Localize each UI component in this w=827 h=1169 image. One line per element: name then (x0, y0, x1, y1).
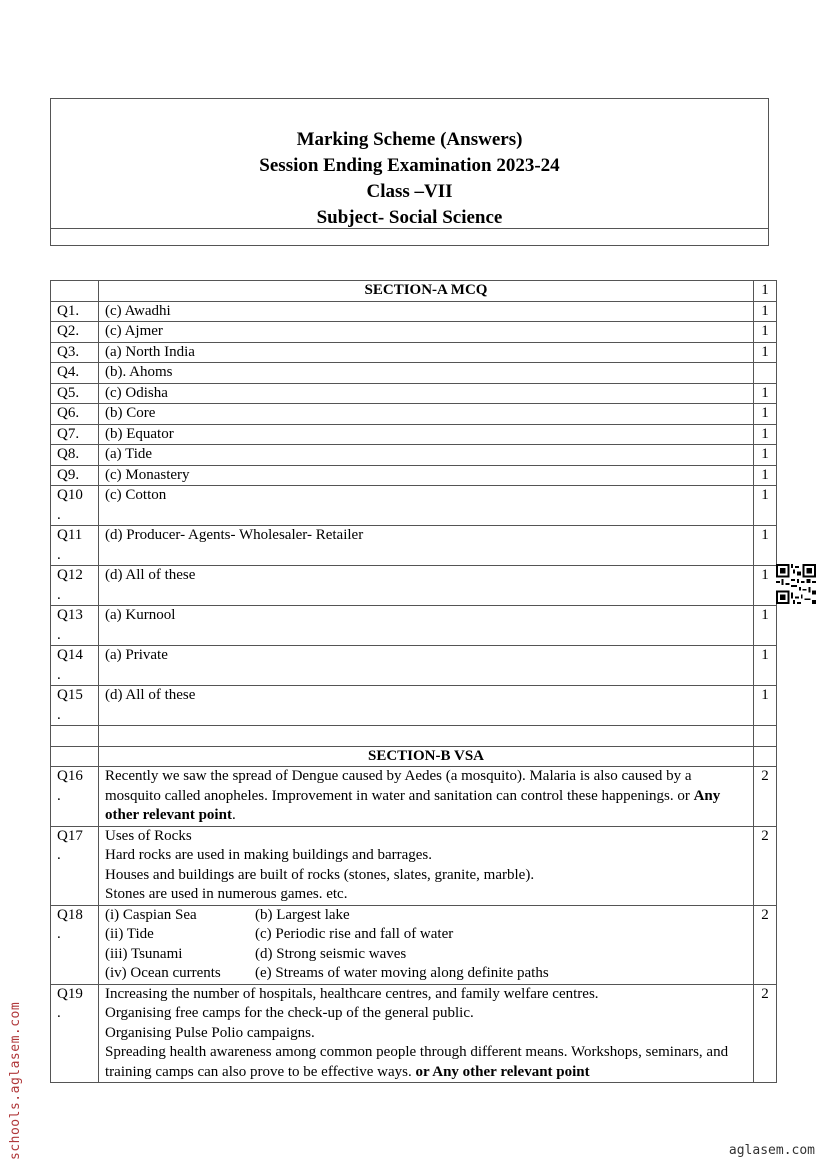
marks: 1 (754, 686, 777, 726)
table-row (51, 301, 777, 322)
title-subject: Subject- Social Science (316, 207, 503, 228)
question-number: Q13 . (51, 606, 99, 646)
section-a-marks: 1 (754, 281, 777, 302)
table-row (51, 342, 777, 363)
marks: 1 (754, 424, 777, 445)
footer-watermark: aglasem.com (728, 1143, 815, 1158)
blank-row (51, 726, 777, 747)
marks: 1 (754, 342, 777, 363)
answer-line: Increasing the number of hospitals, healthcare centres, and family welfare centres. (105, 985, 599, 1002)
marks: 1 (754, 486, 777, 526)
marks: 1 (754, 445, 777, 466)
question-number: Q5. (51, 383, 99, 404)
answer-text: (c) Ajmer (99, 322, 754, 343)
marks: 1 (754, 646, 777, 686)
answer-bold-note: or Any other relevant point (415, 1063, 590, 1080)
match-right: (d) Strong seismic waves (255, 945, 407, 962)
table-row (51, 826, 777, 905)
answer-text: (a) North India (99, 342, 754, 363)
question-number: Q8. (51, 445, 99, 466)
question-number: Q17 . (51, 826, 99, 905)
answer-line: Organising Pulse Polio campaigns. (105, 1024, 315, 1041)
answer-text: (c) Awadhi (99, 301, 754, 322)
answer-line: Hard rocks are used in making buildings and barrages. (105, 847, 432, 863)
table-row (51, 465, 777, 486)
question-number: Q11 . (51, 526, 99, 566)
question-number: Q2. (51, 322, 99, 343)
answer-text (99, 905, 754, 984)
answer-text: (a) Private (99, 646, 754, 686)
table-row (51, 383, 777, 404)
section-b-header-row (51, 746, 777, 767)
answer-text: (b) Equator (99, 424, 754, 445)
match-left: (iii) Tsunami (105, 945, 183, 962)
table-row (51, 686, 777, 726)
question-number: Q12 . (51, 566, 99, 606)
question-number: Q19 . (51, 984, 99, 1083)
answer-text (99, 984, 754, 1083)
question-number: Q7. (51, 424, 99, 445)
question-number: Q6. (51, 404, 99, 425)
marks: 1 (754, 404, 777, 425)
match-pairs (105, 906, 747, 984)
marks: 1 (754, 322, 777, 343)
marks: 2 (754, 826, 777, 905)
answer-text: (a) Kurnool (99, 606, 754, 646)
table-row (51, 526, 777, 566)
question-number: Q18 . (51, 905, 99, 984)
answer-table (50, 280, 777, 1083)
table-row (51, 424, 777, 445)
match-left: (i) Caspian Sea (105, 906, 197, 923)
question-number: Q10 . (51, 486, 99, 526)
question-number: Q3. (51, 342, 99, 363)
side-watermark: schools.aglasem.com (8, 1001, 23, 1160)
match-left: (ii) Tide (105, 926, 154, 942)
title-marking-scheme: Marking Scheme (Answers) (296, 129, 523, 150)
table-row (51, 905, 777, 984)
answer-text: (b). Ahoms (99, 363, 754, 384)
answer-text: (a) Tide (99, 445, 754, 466)
marks: 1 (754, 606, 777, 646)
match-left: (iv) Ocean currents (105, 965, 221, 981)
answer-text: (c) Monastery (99, 465, 754, 486)
answer-text: (d) All of these (99, 566, 754, 606)
table-row (51, 322, 777, 343)
table-row (51, 646, 777, 686)
answer-text (99, 826, 754, 905)
answer-line: Stones are used in numerous games. etc. (105, 886, 348, 902)
answer-text: (d) Producer- Agents- Wholesaler- Retailer (99, 526, 754, 566)
answer-text: (b) Core (99, 404, 754, 425)
marks (754, 363, 777, 384)
table-row (51, 404, 777, 425)
match-right: (c) Periodic rise and fall of water (255, 926, 454, 942)
qr-code-icon (776, 564, 816, 604)
answer-body: Spreading health awareness among common people through different means. Workshops, seminars, and training camps can also prove to be effective ways. (105, 1044, 729, 1080)
empty-cell (754, 746, 777, 767)
match-right: (b) Largest lake (255, 906, 350, 923)
question-number: Q9. (51, 465, 99, 486)
title-class: Class –VII (366, 181, 453, 202)
section-b-title: SECTION-B VSA (99, 746, 754, 767)
answer-bold-note: Any other relevant point (105, 787, 721, 823)
answer-text: (d) All of these (99, 686, 754, 726)
question-number: Q1. (51, 301, 99, 322)
table-row (51, 984, 777, 1083)
answer-text: (c) Odisha (99, 383, 754, 404)
marks: 1 (754, 465, 777, 486)
answer-line (105, 1043, 747, 1082)
answer-body: Recently we saw the spread of Dengue caused by Aedes (a mosquito). Malaria is also caused by a mosquito called anopheles. Improvement in water and sanitation can control these happenings. or (105, 768, 694, 804)
table-row (51, 363, 777, 384)
table-row (51, 486, 777, 526)
marks: 1 (754, 566, 777, 606)
answer-line: Organising free camps for the check-up of the general public. (105, 1005, 474, 1021)
question-number: Q16 . (51, 767, 99, 827)
answer-line: Uses of Rocks (105, 827, 192, 844)
table-row (51, 606, 777, 646)
marks: 1 (754, 383, 777, 404)
marks: 1 (754, 526, 777, 566)
marks: 2 (754, 905, 777, 984)
table-row (51, 445, 777, 466)
table-row (51, 566, 777, 606)
empty-cell (51, 746, 99, 767)
title-block (51, 99, 768, 229)
question-number: Q4. (51, 363, 99, 384)
answer-text (99, 767, 754, 827)
marks: 2 (754, 984, 777, 1083)
marks: 1 (754, 301, 777, 322)
title-exam: Session Ending Examination 2023-24 (259, 155, 560, 176)
question-number: Q15 . (51, 686, 99, 726)
match-right: (e) Streams of water moving along definite paths (255, 965, 549, 981)
answer-tail: . (231, 807, 236, 823)
answer-line: Houses and buildings are built of rocks (stones, slates, granite, marble). (105, 866, 535, 883)
section-a-title: SECTION-A MCQ (99, 281, 754, 302)
table-row (51, 767, 777, 827)
section-a-header-row (51, 281, 777, 302)
answer-text: (c) Cotton (99, 486, 754, 526)
title-box (50, 98, 769, 246)
question-number: Q14 . (51, 646, 99, 686)
marks: 2 (754, 767, 777, 827)
